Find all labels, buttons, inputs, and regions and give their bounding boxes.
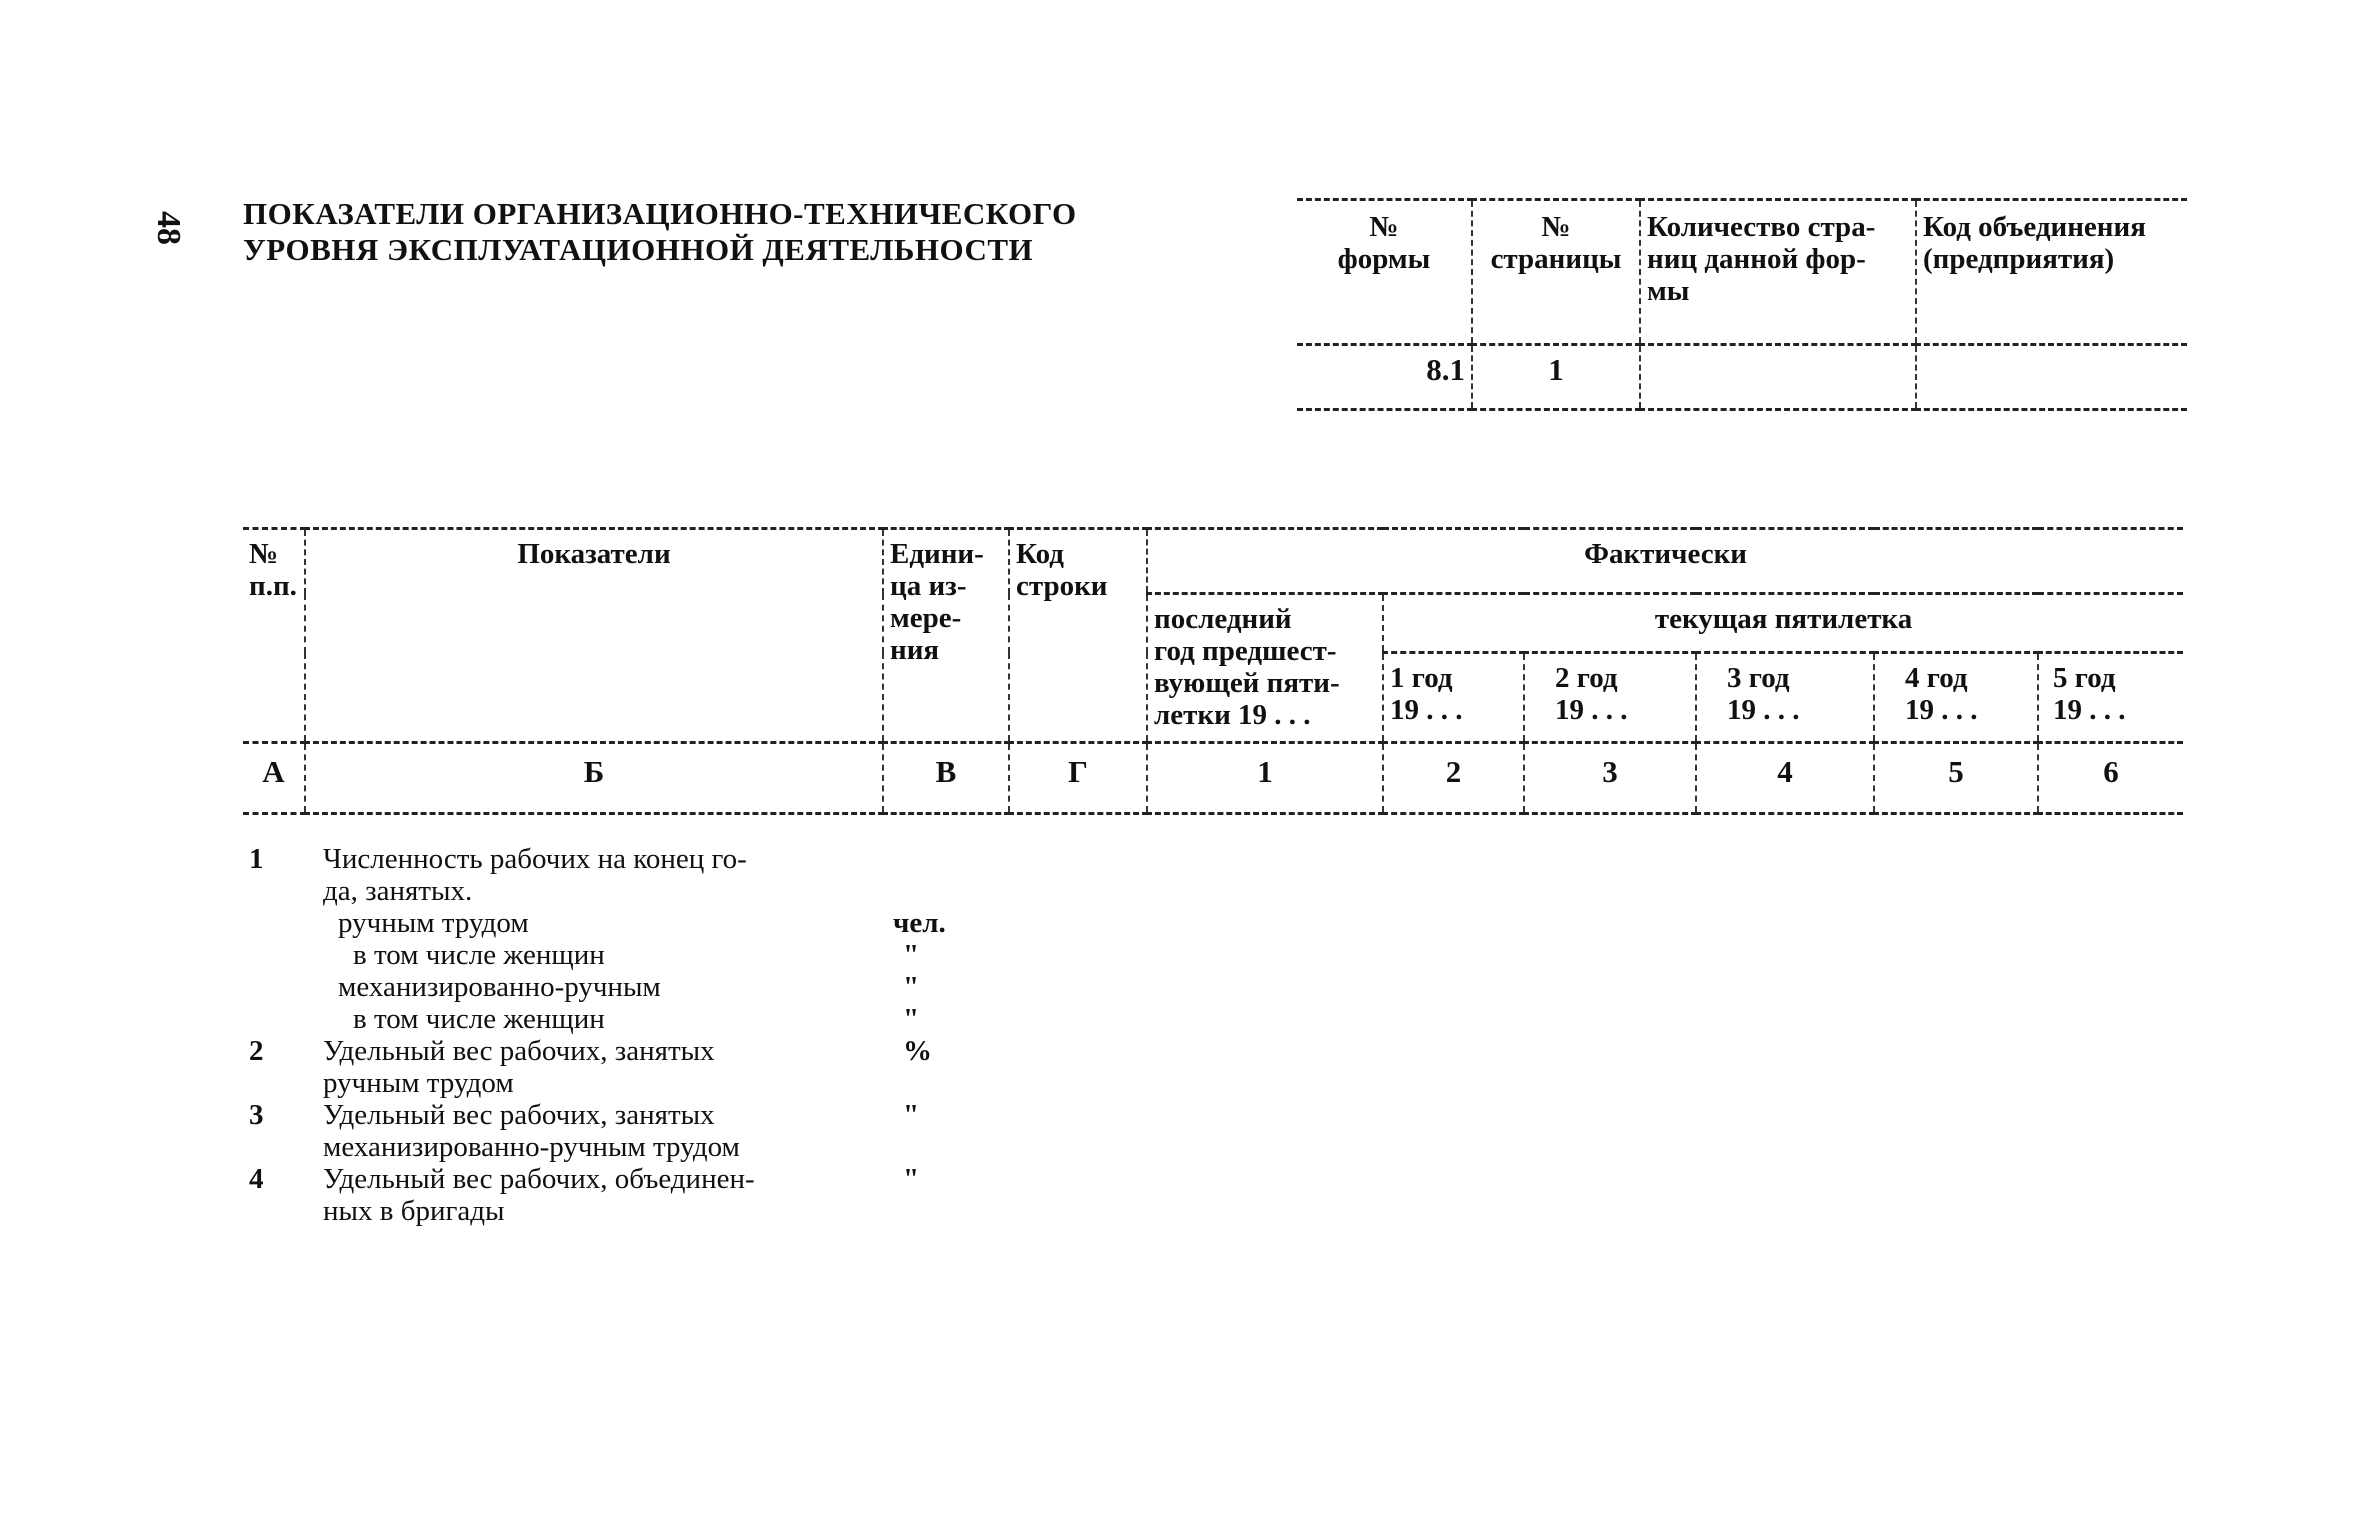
table-row [243, 1131, 1003, 1163]
association-code-value [1916, 345, 2187, 410]
table-row [243, 971, 1003, 1003]
row-unit: " [903, 1099, 920, 1131]
main-table [243, 527, 2183, 815]
row-text: Удельный вес рабочих, занятых [323, 1099, 715, 1131]
page-count-value [1640, 345, 1916, 410]
header-unit: Едини- ца из- мере- ния [883, 529, 1009, 743]
col-letter-b: Б [305, 743, 883, 814]
col-number-2: 2 [1383, 743, 1524, 814]
header-year-5: 5 год 19 . . . [2053, 662, 2126, 726]
table-row [243, 1099, 1003, 1131]
page-number-value: 1 [1472, 345, 1640, 410]
form-number-value: 8.1 [1297, 345, 1472, 410]
header-indicators: Показатели [305, 529, 883, 743]
table-row [243, 939, 1003, 971]
header-year-2: 2 год 19 . . . [1524, 653, 1696, 743]
header-last-year: последний год предшест- вующей пяти- летки 19 . . . [1147, 594, 1383, 743]
row-text: да, занятых. [323, 875, 473, 907]
row-unit: чел. [893, 907, 946, 939]
col-number-4: 4 [1696, 743, 1874, 814]
indicator-rows [243, 843, 1003, 1227]
row-text: Численность рабочих на конец го- [323, 843, 747, 875]
header-year-3: 3 год 19 . . . [1696, 653, 1874, 743]
form-number-header: № формы [1297, 200, 1472, 345]
row-text: в том числе женщин [353, 939, 605, 971]
row-text: механизированно-ручным трудом [323, 1131, 740, 1163]
col-number-6: 6 [2103, 754, 2119, 789]
table-row [243, 1163, 1003, 1195]
table-row [243, 843, 1003, 875]
header-row-number: № п.п. [243, 529, 305, 743]
row-text: ручным трудом [323, 1067, 514, 1099]
col-letter-a: А [243, 743, 305, 814]
row-text: Удельный вес рабочих, объединен- [323, 1163, 755, 1195]
row-number: 2 [249, 1035, 264, 1067]
col-letter-v: В [883, 743, 1009, 814]
row-unit: % [903, 1035, 932, 1067]
header-line-code: Код строки [1009, 529, 1147, 743]
association-code-header: Код объединения (предприятия) [1923, 211, 2146, 275]
row-number: 3 [249, 1099, 264, 1131]
table-row [243, 875, 1003, 907]
header-year-4: 4 год 19 . . . [1874, 653, 2038, 743]
row-unit: " [903, 971, 920, 1003]
col-letter-g: Г [1009, 743, 1147, 814]
col-number-1: 1 [1147, 743, 1383, 814]
title-line-2: УРОВНЯ ЭКСПЛУАТАЦИОННОЙ ДЕЯТЕЛЬНОСТИ [243, 232, 1034, 267]
document-title [243, 196, 1143, 268]
page-number-header: № страницы [1472, 200, 1640, 345]
row-text: ручным трудом [338, 907, 529, 939]
row-unit: " [903, 1003, 920, 1035]
row-text: Удельный вес рабочих, занятых [323, 1035, 715, 1067]
row-unit: " [903, 939, 920, 971]
row-unit: " [903, 1163, 920, 1195]
header-actual: Фактически [1147, 529, 2183, 594]
form-info-table [1297, 198, 2187, 411]
page-number: 48 [150, 211, 187, 245]
row-text: механизированно-ручным [338, 971, 661, 1003]
table-row [243, 1067, 1003, 1099]
table-row [243, 1035, 1003, 1067]
row-number: 4 [249, 1163, 264, 1195]
col-number-5: 5 [1874, 743, 2038, 814]
row-text: ных в бригады [323, 1195, 505, 1227]
table-row [243, 1195, 1003, 1227]
col-number-3: 3 [1524, 743, 1696, 814]
row-number: 1 [249, 843, 264, 875]
page-count-header: Количество стра- ниц данной фор- мы [1640, 200, 1916, 345]
table-row [243, 907, 1003, 939]
title-line-1: ПОКАЗАТЕЛИ ОРГАНИЗАЦИОННО-ТЕХНИЧЕСКОГО [243, 196, 1077, 231]
header-current-five-year: текущая пятилетка [1383, 594, 2183, 653]
table-row [243, 1003, 1003, 1035]
row-text: в том числе женщин [353, 1003, 605, 1035]
header-year-1: 1 год 19 . . . [1383, 653, 1524, 743]
